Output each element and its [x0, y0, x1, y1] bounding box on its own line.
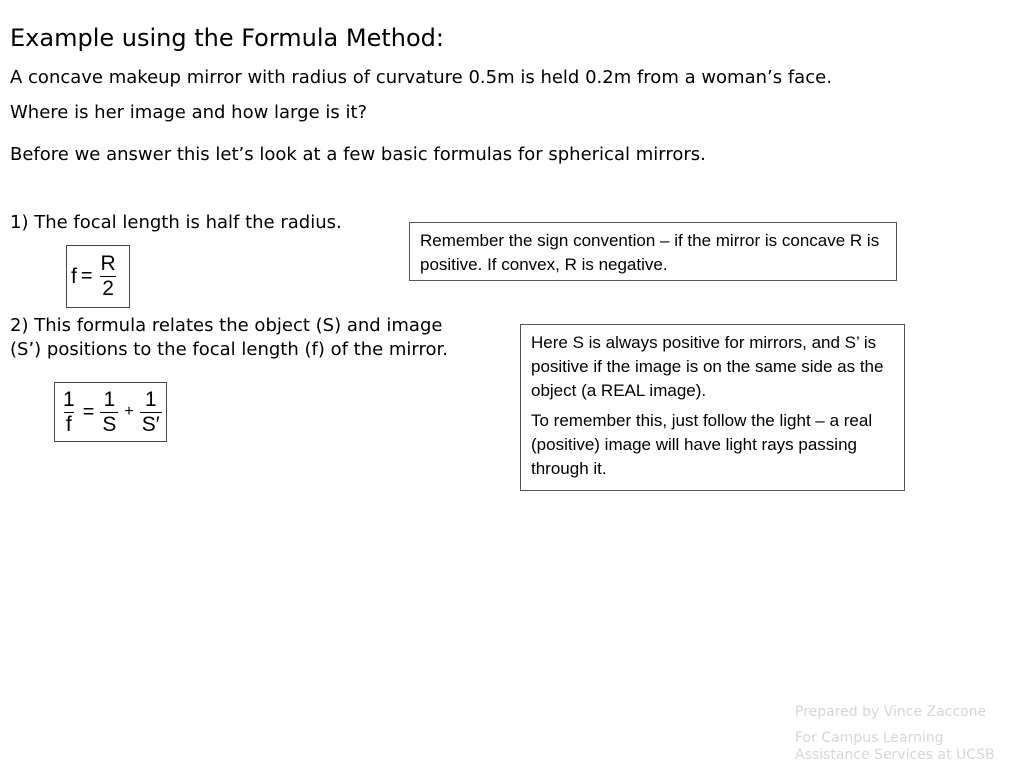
denominator-s: S [102, 412, 117, 436]
sign-explanation-para1: Here S is always positive for mirrors, and S’ is positive if the image is on the same side as the object (a REAL image). [531, 333, 884, 400]
eq-equals: = [82, 400, 95, 423]
fraction-1-over-s-prime [140, 388, 162, 437]
eq-f: f [71, 264, 77, 288]
problem-statement-line2: Where is her image and how large is it? [10, 102, 368, 123]
intro-line: Before we answer this let’s look at a few basic formulas for spherical mirrors. [10, 144, 706, 165]
footer-credit-line2: Assistance Services at UCSB [795, 747, 995, 763]
fraction-1-over-f [61, 388, 77, 437]
problem-statement-line1: A concave makeup mirror with radius of curvature 0.5m is held 0.2m from a woman’s face. [10, 67, 832, 88]
numerator-r: R [100, 252, 116, 275]
eq-equals: = [80, 265, 93, 287]
item2-text-line2: (S’) positions to the focal length (f) of the mirror. [10, 339, 449, 360]
numerator-1: 1 [103, 387, 116, 411]
footer-prepared-by: Prepared by Vince Zaccone [795, 704, 987, 720]
footer-credit-line1: For Campus Learning [795, 730, 944, 746]
fraction-r-over-2 [99, 252, 118, 301]
numerator-1: 1 [144, 387, 157, 411]
denominator-f: f [65, 412, 72, 436]
sign-convention-note [409, 222, 897, 281]
slide-title: Example using the Formula Method: [10, 24, 444, 52]
fraction-1-over-s [100, 388, 118, 437]
numerator-1: 1 [63, 387, 75, 411]
item1-text: 1) The focal length is half the radius. [10, 212, 342, 233]
sign-convention-text: Remember the sign convention – if the mirror is concave R is positive. If convex, R is negative. [420, 231, 880, 274]
focal-length-equation [66, 245, 130, 308]
denominator-2: 2 [102, 277, 114, 300]
item2-text-line1: 2) This formula relates the object (S) and image [10, 315, 443, 336]
eq-plus: + [124, 403, 134, 420]
mirror-equation [54, 382, 167, 442]
sign-explanation-para2: To remember this, just follow the light – a real (positive) image will have light rays passing through it. [531, 411, 873, 478]
sign-explanation-note [520, 324, 905, 491]
denominator-s-prime: S′ [141, 412, 160, 436]
